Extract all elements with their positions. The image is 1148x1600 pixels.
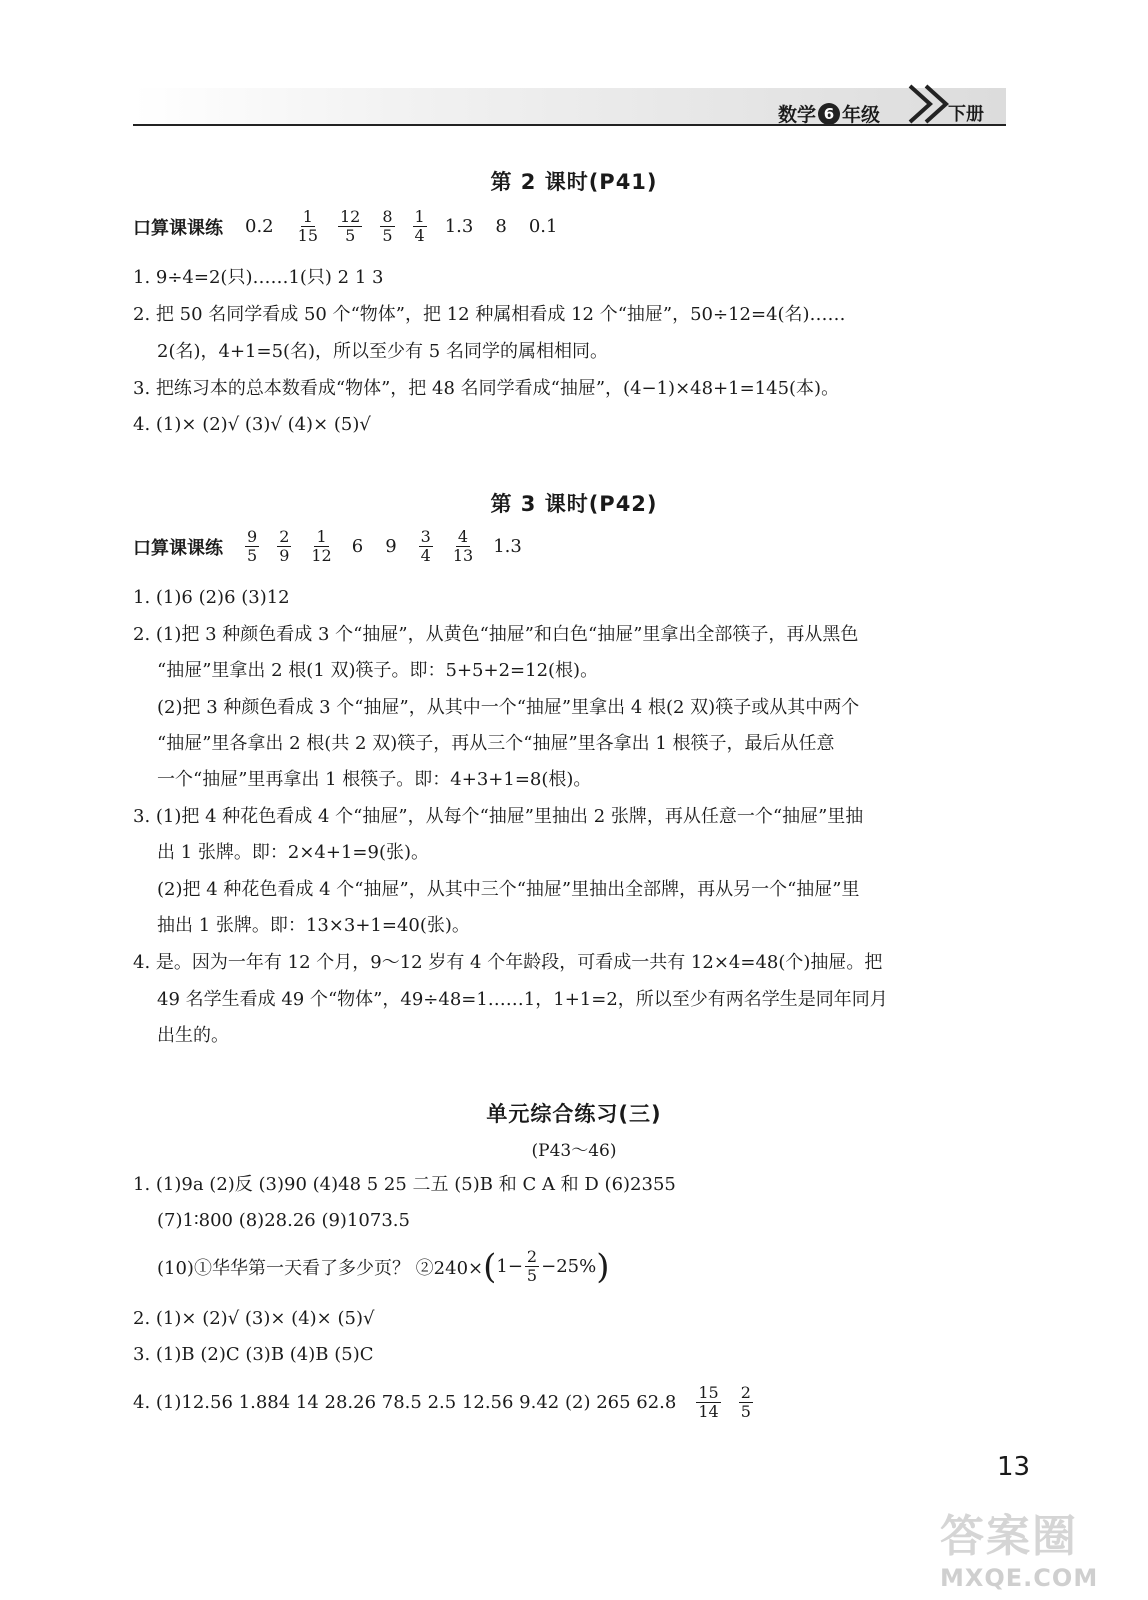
answer-line: (2)把 4 种花色看成 4 个“抽屉”，从其中三个“抽屉”里抽出全部牌，再从另一个“抽屉”里: [157, 879, 860, 900]
volume-label: 下册: [948, 104, 984, 125]
fraction: $\frac{8}{5}$: [382, 207, 393, 245]
answer-line-4: [133, 1384, 771, 1421]
watermark-logo: 答案圈: [940, 1511, 1078, 1562]
oral-calc-label: 口算课课练: [133, 217, 223, 239]
fraction: $\frac{2}{9}$: [279, 527, 290, 565]
formula-one-minus: 1−: [496, 1256, 523, 1277]
fraction: $\frac{2}{5}$: [526, 1247, 538, 1285]
answer-line-formula: [157, 1248, 609, 1285]
answer-line: 一个“抽屉”里再拿出 1 根筷子。即：4+3+1=8(根)。: [157, 769, 592, 790]
answer-line: 2. (1)× (2)√ (3)× (4)× (5)√: [133, 1308, 375, 1329]
answer-line: 3. 把练习本的总本数看成“物体”，把 48 名同学看成“抽屉”，(4−1)×48+1=145(本)。: [133, 378, 840, 399]
answer-line: 出生的。: [157, 1025, 229, 1046]
right-paren: ): [596, 1246, 610, 1287]
answer-line: 1. 9÷4=2(只)……1(只) 2 1 3: [133, 267, 384, 288]
answer-line: 2(名)，4+1=5(名)，所以至少有 5 名同学的属相相同。: [157, 341, 608, 362]
answer-line: (7)1∶800 (8)28.26 (9)1073.5: [157, 1210, 410, 1231]
answer-value: 1.3: [493, 536, 522, 557]
fraction: $\frac{2}{5}$: [740, 1383, 751, 1421]
answer-line: 抽出 1 张牌。即：13×3+1=40(张)。: [157, 915, 470, 936]
fraction: $\frac{1}{4}$: [414, 207, 425, 245]
fraction: $\frac{3}{4}$: [420, 527, 431, 565]
fraction: $\frac{1}{12}$: [311, 527, 332, 565]
oral-calc-label: 口算课课练: [133, 537, 223, 559]
section-title: 单元综合练习(三): [486, 1102, 662, 1126]
grade-suffix: 年级: [842, 104, 881, 126]
answer-line: 3. (1)B (2)C (3)B (4)B (5)C: [133, 1344, 374, 1365]
answer-text: 4. (1)12.56 1.884 14 28.26 78.5 2.5 12.56 9.42 (2) 265 62.8: [133, 1392, 677, 1413]
answer-value: 6: [351, 536, 364, 557]
answer-value: 1.3: [444, 216, 474, 237]
answer-line: 3. (1)把 4 种花色看成 4 个“抽屉”，从每个“抽屉”里抽出 2 张牌，再从任意一个“抽屉”里抽: [133, 806, 864, 827]
watermark: [940, 1500, 1130, 1592]
oral-calc-row: [133, 528, 544, 565]
section-pages: (P43～46): [531, 1141, 617, 1161]
page-number: 13: [997, 1452, 1031, 1482]
fraction: $\frac{1}{15}$: [297, 207, 318, 245]
formula-text: (10)①华华第一天看了多少页？ ②240×: [157, 1257, 484, 1279]
oral-calc-row: [133, 208, 579, 245]
answer-line: 4. (1)× (2)√ (3)√ (4)× (5)√: [133, 414, 371, 435]
section-title: 第 2 课时(P41): [490, 170, 658, 194]
answer-line: 2. 把 50 名同学看成 50 个“物体”，把 12 种属相看成 12 个“抽屉”，50÷12=4(名)……: [133, 304, 846, 325]
fraction: $\frac{12}{5}$: [340, 207, 361, 245]
answer-line: 4. 是。因为一年有 12 个月，9～12 岁有 4 个年龄段，可看成一共有 12×4=48(个)抽屉。把: [133, 952, 883, 973]
answer-value: 9: [385, 536, 397, 557]
header-subject-grade: [778, 100, 880, 127]
answer-line: “抽屉”里各拿出 2 根(共 2 双)筷子，再从三个“抽屉”里各拿出 1 根筷子，最后从任意: [157, 733, 835, 754]
grade-badge: 6: [818, 103, 840, 125]
answer-line: “抽屉”里拿出 2 根(1 双)筷子。即：5+5+2=12(根)。: [157, 660, 599, 681]
answer-line: 1. (1)9a (2)反 (3)90 (4)48 5 25 二五 (5)B 和 C A 和 D (6)2355: [133, 1174, 676, 1195]
answer-line: 49 名学生看成 49 个“物体”，49÷48=1……1，1+1=2，所以至少有两名学生是同年同月: [157, 989, 888, 1010]
answer-line: (2)把 3 种颜色看成 3 个“抽屉”，从其中一个“抽屉”里拿出 4 根(2 双)筷子或从其中两个: [157, 697, 860, 718]
left-paren: (: [483, 1246, 497, 1287]
answer-line: 1. (1)6 (2)6 (3)12: [133, 587, 290, 608]
answer-line: 出 1 张牌。即：2×4+1=9(张)。: [157, 842, 429, 863]
section-title: 第 3 课时(P42): [490, 492, 658, 516]
answer-value: 0.1: [528, 216, 558, 237]
answer-value: 0.2: [245, 216, 274, 237]
fraction: $\frac{4}{13}$: [452, 527, 474, 565]
watermark-url: MXQE.COM: [940, 1564, 1099, 1592]
formula-rest: −25%: [541, 1256, 597, 1277]
answer-value: 8: [495, 216, 507, 237]
answer-line: 2. (1)把 3 种颜色看成 3 个“抽屉”，从黄色“抽屉”和白色“抽屉”里拿出全部筷子，再从黑色: [133, 624, 859, 645]
fraction: $\frac{9}{5}$: [247, 527, 258, 565]
subject-label: 数学: [778, 104, 817, 126]
fraction: $\frac{15}{14}$: [698, 1383, 719, 1421]
